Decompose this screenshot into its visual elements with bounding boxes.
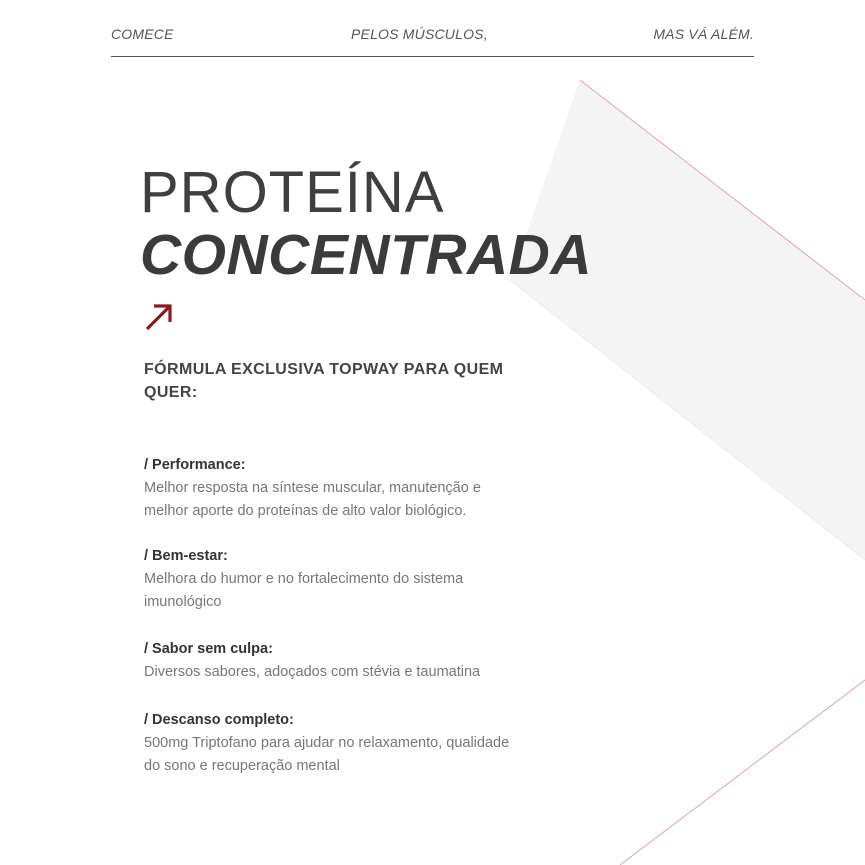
feature-title: / Performance: [144,457,246,473]
feature-text: Diversos sabores, adoçados com stévia e taumatina [144,664,481,680]
title-line-1: PROTEÍNA [140,160,445,225]
header-bar [111,26,754,57]
title-line-2: CONCENTRADA [140,223,592,287]
feature-descanso [144,710,544,778]
header-middle-text: PELOS MÚSCULOS, [351,26,488,42]
header-right-text: MAS VÁ ALÉM. [653,26,754,42]
feature-text: Melhora do humor e no fortalecimento do sistema imunológico [144,571,464,610]
feature-performance [144,455,544,523]
header-left-text: COMECE [111,26,174,42]
feature-text: Melhor resposta na síntese muscular, manutenção e melhor aporte do proteínas de alto valor biológico. [144,480,481,519]
subtitle: FÓRMULA EXCLUSIVA TOPWAY PARA QUEM QUER: [144,361,504,401]
arrow-up-right-icon [144,302,174,332]
feature-text: 500mg Triptofano para ajudar no relaxamento, qualidade do sono e recuperação mental [144,735,510,774]
feature-sabor [144,639,544,684]
feature-bem-estar [144,546,544,614]
feature-title: / Sabor sem culpa: [144,641,273,657]
feature-title: / Descanso completo: [144,712,294,728]
feature-title: / Bem-estar: [144,548,228,564]
